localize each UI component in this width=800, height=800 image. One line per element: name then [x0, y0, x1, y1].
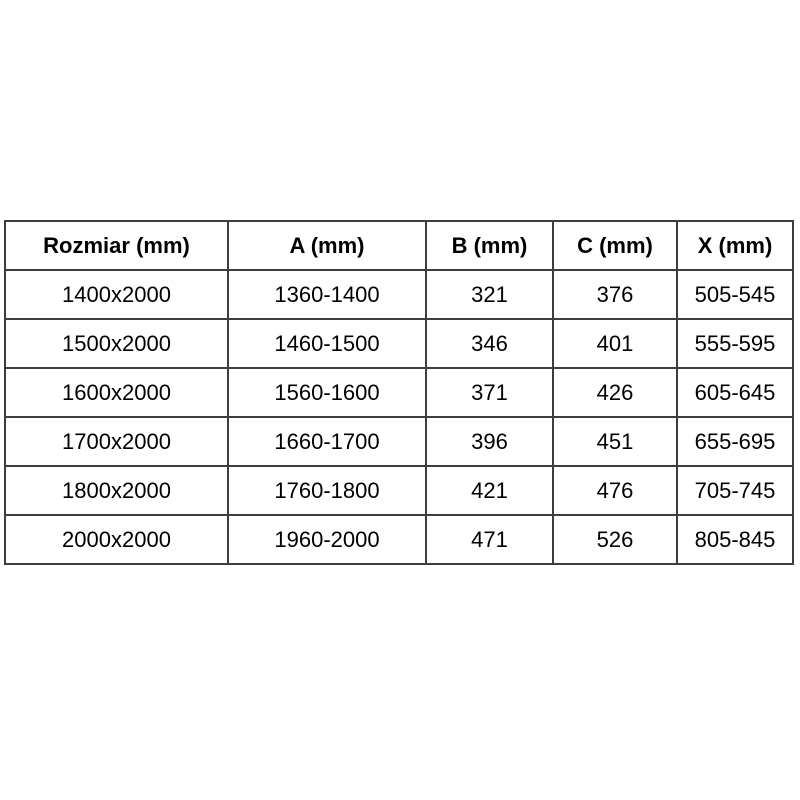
table-row	[5, 270, 793, 319]
cell-c: 451	[553, 417, 677, 466]
cell-a: 1460-1500	[228, 319, 426, 368]
cell-c: 476	[553, 466, 677, 515]
table-row	[5, 368, 793, 417]
table-row	[5, 319, 793, 368]
dimensions-table	[4, 220, 794, 565]
cell-a: 1960-2000	[228, 515, 426, 564]
cell-x: 705-745	[677, 466, 793, 515]
cell-size: 1500x2000	[5, 319, 228, 368]
cell-b: 421	[426, 466, 553, 515]
cell-c: 426	[553, 368, 677, 417]
cell-size: 1400x2000	[5, 270, 228, 319]
col-header-x: X (mm)	[677, 221, 793, 270]
cell-size: 1700x2000	[5, 417, 228, 466]
cell-b: 371	[426, 368, 553, 417]
cell-size: 1800x2000	[5, 466, 228, 515]
table-row	[5, 417, 793, 466]
table-row	[5, 515, 793, 564]
cell-size: 1600x2000	[5, 368, 228, 417]
cell-b: 396	[426, 417, 553, 466]
cell-b: 346	[426, 319, 553, 368]
cell-a: 1560-1600	[228, 368, 426, 417]
col-header-c: C (mm)	[553, 221, 677, 270]
cell-x: 605-645	[677, 368, 793, 417]
col-header-a: A (mm)	[228, 221, 426, 270]
cell-c: 376	[553, 270, 677, 319]
header-row	[5, 221, 793, 270]
cell-b: 321	[426, 270, 553, 319]
col-header-rozmiar: Rozmiar (mm)	[5, 221, 228, 270]
dimensions-table-container	[4, 220, 792, 565]
cell-x: 505-545	[677, 270, 793, 319]
cell-a: 1660-1700	[228, 417, 426, 466]
cell-c: 526	[553, 515, 677, 564]
cell-size: 2000x2000	[5, 515, 228, 564]
cell-x: 555-595	[677, 319, 793, 368]
cell-x: 805-845	[677, 515, 793, 564]
cell-a: 1360-1400	[228, 270, 426, 319]
cell-x: 655-695	[677, 417, 793, 466]
table-row	[5, 466, 793, 515]
cell-c: 401	[553, 319, 677, 368]
col-header-b: B (mm)	[426, 221, 553, 270]
cell-b: 471	[426, 515, 553, 564]
cell-a: 1760-1800	[228, 466, 426, 515]
